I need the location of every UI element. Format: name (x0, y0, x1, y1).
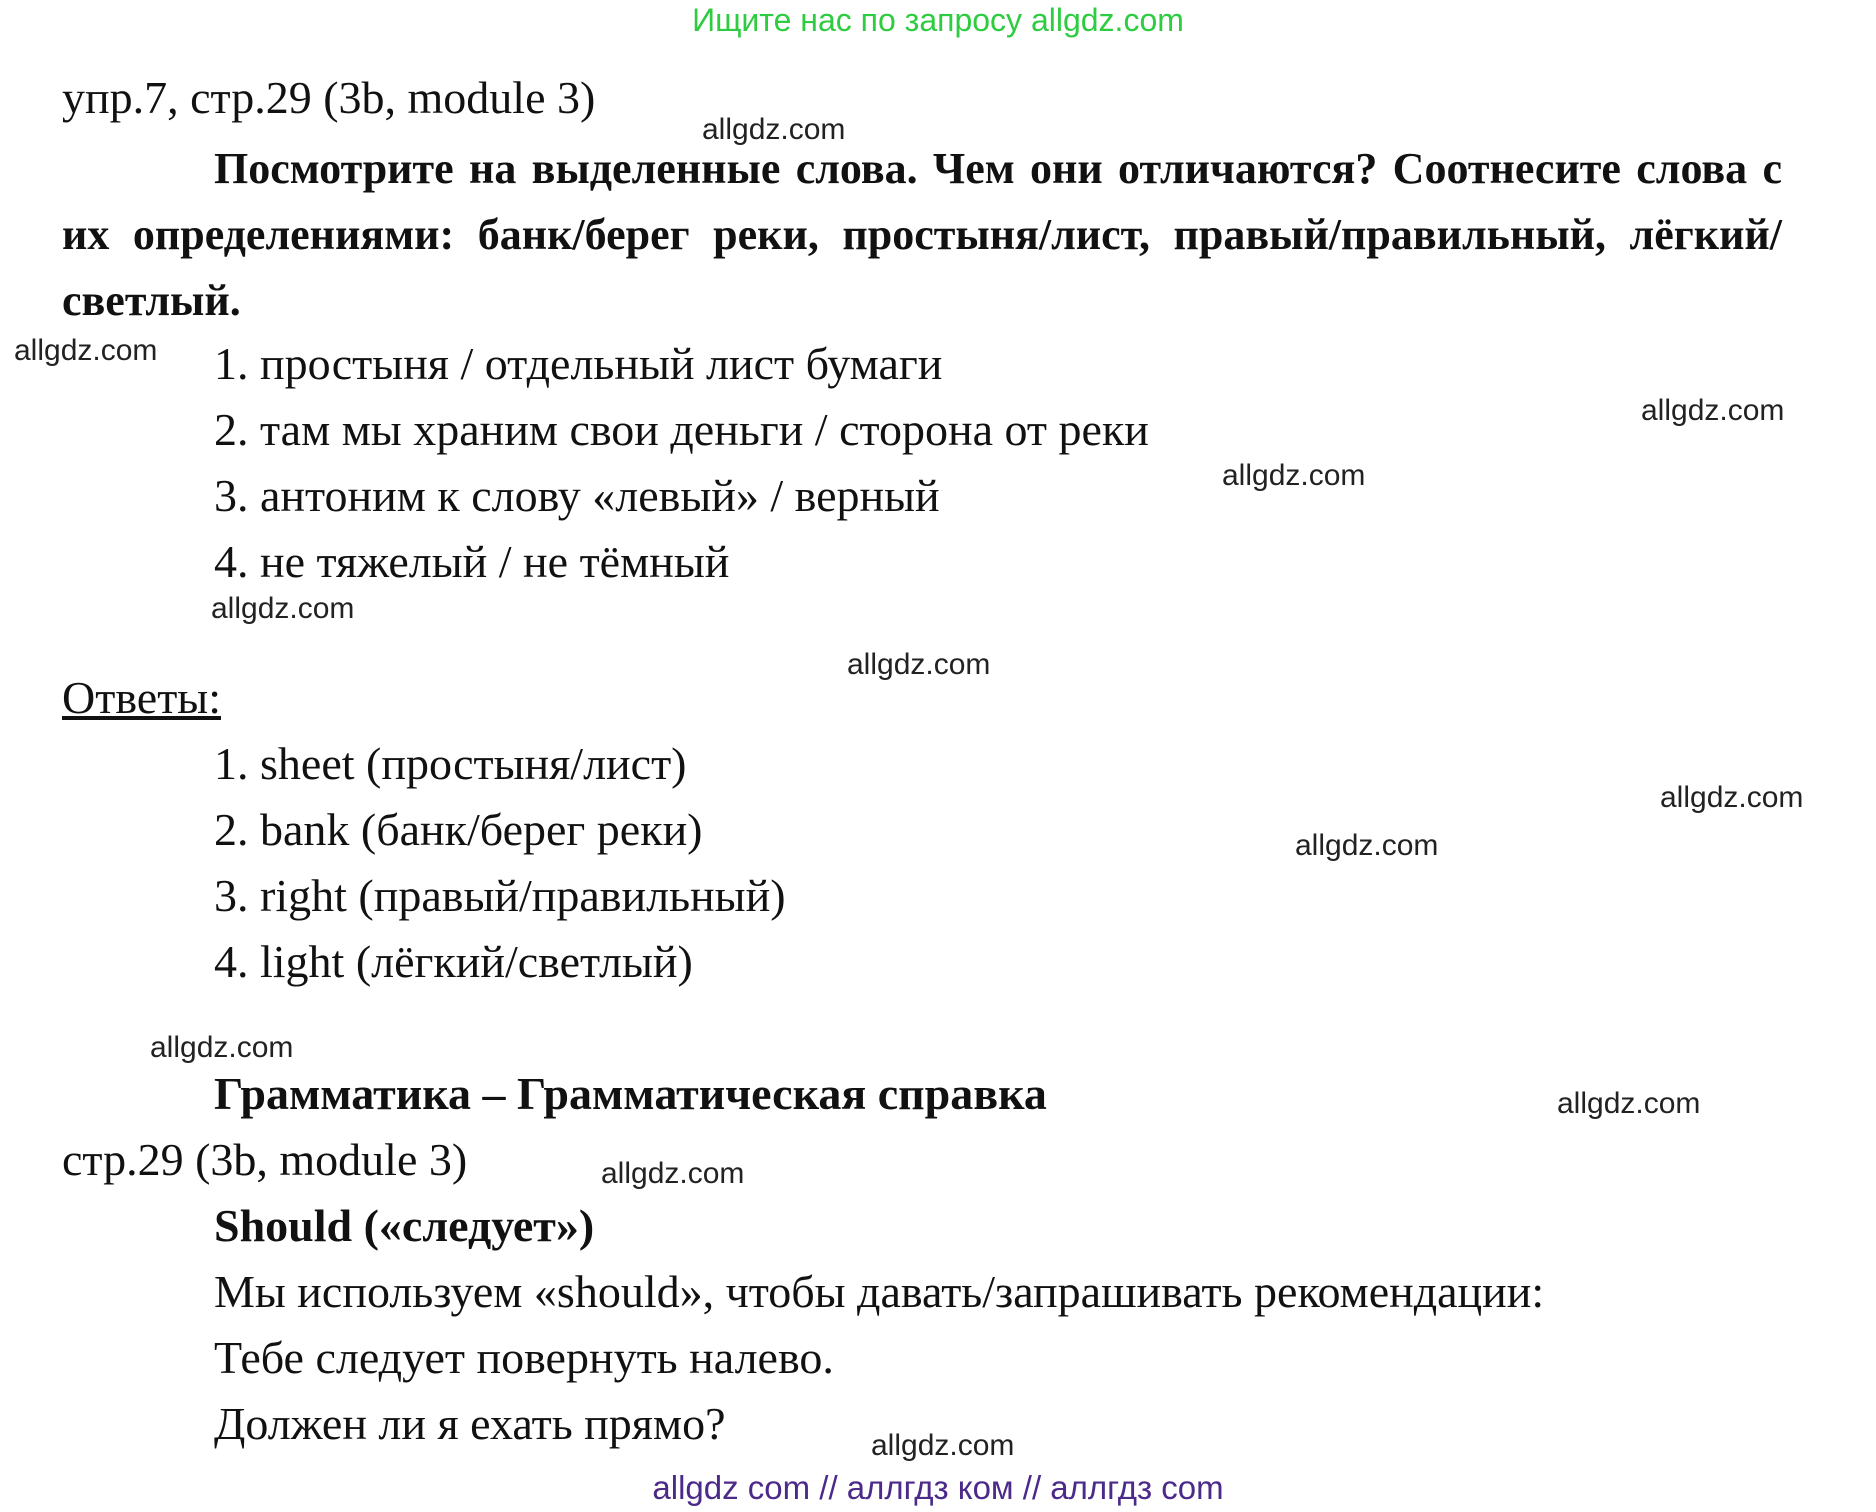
exercise-header: упр.7, стр.29 (3b, module 3) (62, 72, 596, 123)
list-item: 2. там мы храним свои деньги / сторона от реки (214, 404, 1149, 455)
watermark: allgdz.com (871, 1429, 1015, 1462)
watermark: allgdz.com (1641, 394, 1785, 427)
watermark: allgdz.com (1222, 459, 1366, 492)
grammar-line: Должен ли я ехать прямо? (214, 1398, 726, 1449)
grammar-line: Тебе следует повернуть налево. (214, 1332, 834, 1383)
list-item: 3. антоним к слову «левый» / верный (214, 470, 940, 521)
list-item: 4. не тяжелый / не тёмный (214, 536, 730, 587)
watermark: allgdz.com (1660, 781, 1804, 814)
watermark: allgdz.com (150, 1031, 294, 1064)
top-banner[interactable]: Ищите нас по запросу allgdz.com (692, 2, 1184, 38)
answer-item: 4. light (лёгкий/светлый) (214, 936, 693, 987)
answer-item: 3. right (правый/правильный) (214, 870, 786, 921)
task-text: Посмотрите на выделенные слова. Чем они отличаются? Соотнесите слова с их определениями: банк/берег реки, простыня/лист, правый/правильный, лёгкий/светлый. (62, 144, 1782, 325)
answers-label: Ответы: (62, 672, 221, 723)
watermark: allgdz.com (211, 592, 355, 625)
footer-links[interactable]: allgdz com // аллгдз ком // аллгдз com (652, 1469, 1224, 1506)
watermark: allgdz.com (601, 1157, 745, 1190)
watermark: allgdz.com (702, 113, 846, 146)
answer-item: 1. sheet (простыня/лист) (214, 738, 687, 789)
grammar-page-ref: стр.29 (3b, module 3) (62, 1134, 468, 1185)
task-instructions (62, 136, 1782, 334)
watermark: allgdz.com (14, 334, 158, 367)
watermark: allgdz.com (1557, 1087, 1701, 1120)
watermark: allgdz.com (1295, 829, 1439, 862)
watermark: allgdz.com (847, 648, 991, 681)
answer-item: 2. bank (банк/берег реки) (214, 804, 703, 855)
grammar-heading: Грамматика – Грамматическая справка (214, 1068, 1047, 1119)
should-heading: Should («следует») (214, 1200, 595, 1251)
list-item: 1. простыня / отдельный лист бумаги (214, 338, 943, 389)
grammar-line: Мы используем «should», чтобы давать/запрашивать рекомендации: (214, 1266, 1545, 1317)
